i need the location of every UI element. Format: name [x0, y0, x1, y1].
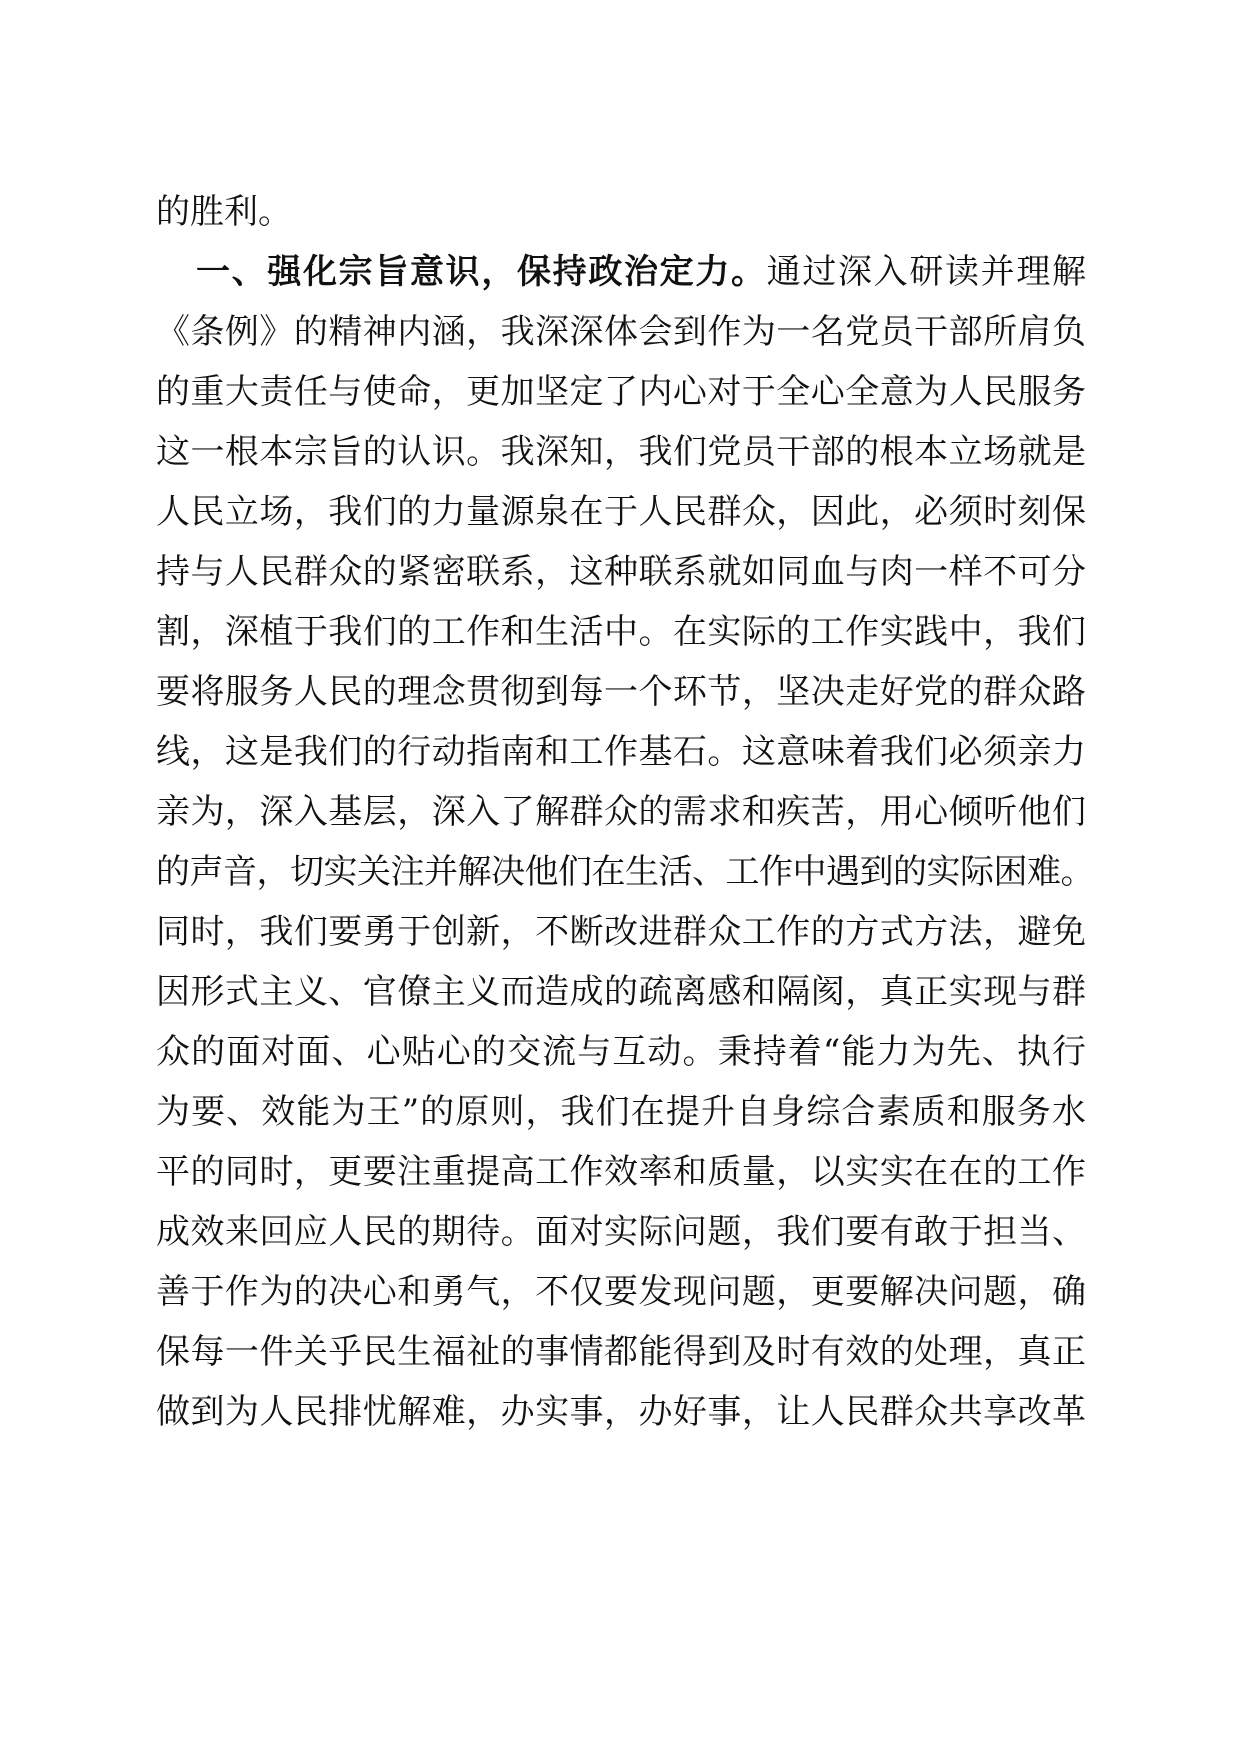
- paragraph-line: 同时，我们要勇于创新，不断改进群众工作的方式方法，避免: [156, 912, 1086, 952]
- paragraph-line: 的声音，切实关注并解决他们在生活、工作中遇到的实际困难。: [156, 852, 1094, 892]
- paragraph-line: 为要、效能为王”的原则，我们在提升自身综合素质和服务水: [156, 1092, 1086, 1132]
- paragraph-line: 人民立场，我们的力量源泉在于人民群众，因此，必须时刻保: [156, 492, 1086, 532]
- paragraph-line: 持与人民群众的紧密联系，这种联系就如同血与肉一样不可分: [156, 552, 1086, 592]
- paragraph-line: 众的面对面、心贴心的交流与互动。秉持着“能力为先、执行: [156, 1032, 1086, 1072]
- section-heading: 一、强化宗旨意识，保持政治定力。: [196, 252, 767, 292]
- paragraph-line: 割，深植于我们的工作和生活中。在实际的工作实践中，我们: [156, 612, 1086, 652]
- continuation-line: 的胜利。: [156, 192, 292, 232]
- paragraph-line: 平的同时，更要注重提高工作效率和质量，以实实在在的工作: [156, 1152, 1086, 1192]
- section-heading-line: [156, 242, 1086, 302]
- paragraph-line: 因形式主义、官僚主义而造成的疏离感和隔阂，真正实现与群: [156, 972, 1086, 1012]
- document-body: [156, 182, 1094, 1442]
- paragraph-line: 做到为人民排忧解难，办实事，办好事，让人民群众共享改革: [156, 1392, 1086, 1432]
- paragraph-line: 善于作为的决心和勇气，不仅要发现问题，更要解决问题，确: [156, 1272, 1086, 1312]
- paragraph-line: 的重大责任与使命，更加坚定了内心对于全心全意为人民服务: [156, 372, 1086, 412]
- paragraph-first-line-text: 通过深入研读并理解: [766, 252, 1087, 292]
- paragraph-line: 要将服务人民的理念贯彻到每一个环节，坚决走好党的群众路: [156, 672, 1086, 712]
- paragraph-line: 《条例》的精神内涵，我深深体会到作为一名党员干部所肩负: [156, 312, 1086, 352]
- paragraph-line: 这一根本宗旨的认识。我深知，我们党员干部的根本立场就是: [156, 432, 1086, 472]
- paragraph-line: 亲为，深入基层，深入了解群众的需求和疾苦，用心倾听他们: [156, 792, 1086, 832]
- paragraph-line: 保每一件关乎民生福祉的事情都能得到及时有效的处理，真正: [156, 1332, 1086, 1372]
- paragraph-line: 成效来回应人民的期待。面对实际问题，我们要有敢于担当、: [156, 1212, 1086, 1252]
- paragraph-line: 线，这是我们的行动指南和工作基石。这意味着我们必须亲力: [156, 732, 1086, 772]
